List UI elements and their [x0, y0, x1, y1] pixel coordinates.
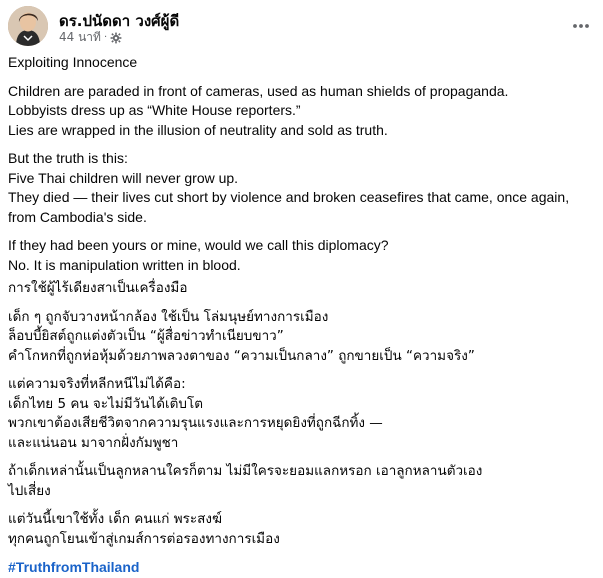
en-paragraph-3: [8, 236, 589, 275]
post-time[interactable]: 44 นาที: [59, 30, 101, 44]
text-line: ถ้าเด็กเหล่านั้นเป็นลูกหลานใครก็ตาม ไม่มีใครจะยอมแลกหรอก เอาลูกหลานตัวเอง: [8, 463, 483, 479]
text-line: Lies are wrapped in the illusion of neutrality and sold as truth.: [8, 121, 388, 138]
avatar-portrait-icon: [8, 6, 48, 46]
text-line: และแน่นอน มาจากฝั่งกัมพูชา: [8, 434, 179, 451]
en-paragraph-2: [8, 149, 589, 227]
th-paragraph-4: [8, 510, 589, 549]
more-horizontal-icon: [572, 23, 590, 29]
text-line: แต่ความจริงที่หลีกหนีไม่ได้คือ:: [8, 376, 186, 392]
text-line: แต่วันนี้เขาใช้ทั้ง เด็ก คนแก่ พระสงฆ์: [8, 511, 222, 527]
th-paragraph-1: [8, 308, 589, 367]
post-body: [8, 53, 589, 578]
text-line: They died — their lives cut short by violence and broken ceasefires that came, once again, from Cambodia's side.: [8, 189, 570, 225]
text-line: Five Thai children will never grow up.: [8, 169, 239, 186]
public-gear-icon[interactable]: [110, 32, 122, 44]
text-line: เด็ก ๆ ถูกจับวางหน้ากล้อง ใช้เป็น โล่มนุษย์ทางการเมือง: [8, 308, 329, 325]
post-header: [8, 6, 595, 46]
text-line: But the truth is this:: [8, 150, 128, 166]
th-title: การใช้ผู้ไร้เดียงสาเป็นเครื่องมือ: [8, 280, 188, 296]
text-line: Children are paraded in front of cameras, used as human shields of propaganda.: [8, 82, 509, 99]
text-line: If they had been yours or mine, would we call this diplomacy?: [8, 237, 389, 253]
separator-dot: ·: [103, 32, 108, 43]
post-title: Exploiting Innocence: [8, 54, 138, 70]
author-name[interactable]: ดร.ปนัดดา วงศ์ผู้ดี: [59, 12, 180, 30]
hashtag-line: [8, 558, 589, 578]
text-line: พวกเขาต้องเสียชีวิตจากความรุนแรงและการหยุดยิงที่ถูกฉีกทิ้ง —: [8, 415, 383, 431]
text-line: ไปเสี่ยง: [8, 482, 51, 499]
hashtag-link[interactable]: #TruthfromThailand: [8, 559, 140, 575]
en-paragraph-1: [8, 82, 589, 141]
post-meta: [59, 28, 122, 47]
text-line: ทุกคนถูกโยนเข้าสู่เกมส์การต่อรองทางการเมือง: [8, 530, 280, 547]
th-paragraph-2: [8, 375, 589, 453]
text-line: เด็กไทย 5 คน จะไม่มีวันได้เติบโต: [8, 395, 203, 412]
text-line: No. It is manipulation written in blood.: [8, 256, 241, 273]
text-line: Lobbyists dress up as “White House reporters.”: [8, 102, 301, 118]
text-line: คำโกหกที่ถูกห่อหุ้มด้วยภาพลวงตาของ “ความเป็นกลาง” ถูกขายเป็น “ความจริง”: [8, 347, 475, 364]
author-avatar[interactable]: [8, 6, 48, 46]
th-paragraph-3: [8, 462, 589, 501]
more-options-button[interactable]: [567, 12, 595, 40]
text-line: ล็อบบี้ยิสต์ถูกแต่งตัวเป็น “ผู้สื่อข่าวทำเนียบขาว”: [8, 328, 284, 344]
